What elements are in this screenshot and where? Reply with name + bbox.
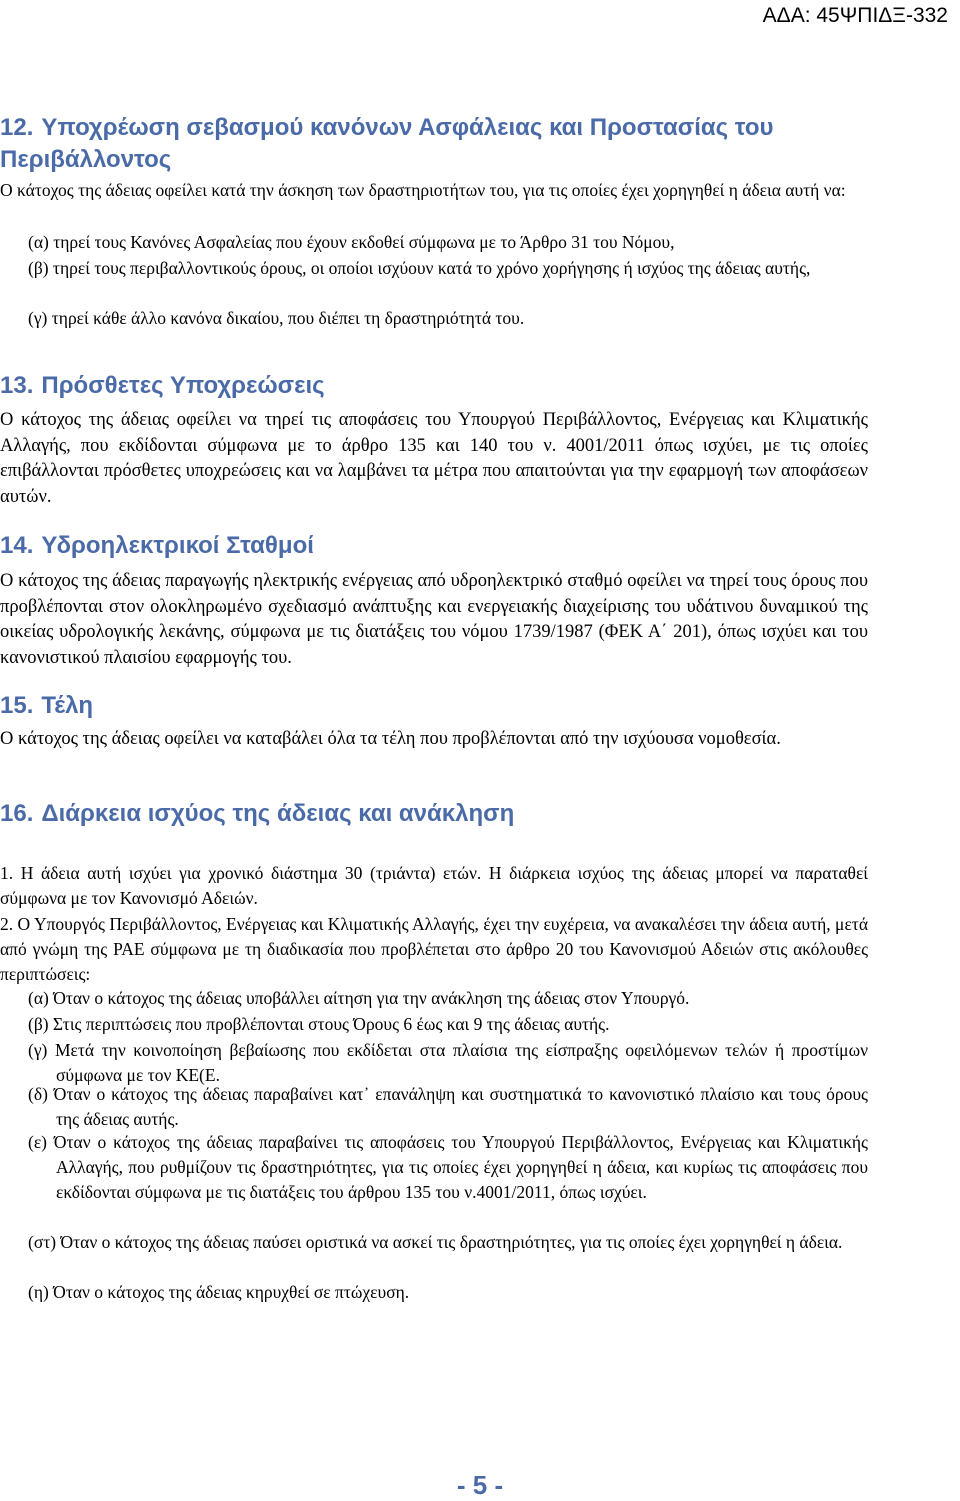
section-16-item-c: (γ) Μετά την κοινοποίηση βεβαίωσης που εκδίδεται στα πλαίσια της είσπραξης οφειλόμενων τελών ή προστίμων σύμφωνα με τον ΚΕ(Ε.	[28, 1040, 868, 1085]
section-12-item-b: (β) τηρεί τους περιβαλλοντικούς όρους, οι οποίοι ισχύουν κατά το χρόνο χορήγησης ή ισχύος της άδειας αυτής,	[28, 258, 811, 278]
section-15-body: Ο κάτοχος της άδειας οφείλει να καταβάλει όλα τα τέλη που προβλέπονται από την ισχύουσα νομοθεσία.	[0, 729, 781, 749]
section-12-intro: Ο κάτοχος της άδειας οφείλει κατά την άσκηση των δραστηριοτήτων του, για τις οποίες έχει χορηγηθεί η άδεια αυτή να:	[0, 180, 846, 200]
section-12-heading	[0, 112, 860, 176]
section-14-heading	[0, 530, 314, 562]
section-13-body: Ο κάτοχος της άδειας οφείλει να τηρεί τις αποφάσεις του Υπουργού Περιβάλλοντος, Ενέργειας και Κλιματικής Αλλαγής, που εκδίδονται σύμφωνα με το άρθρο 135 και 140 του ν. 4001/2011 όπως ισχύει, με τις οποίες επιβάλλονται πρόσθετες υποχρεώσεις και να λαμβάνει τα μέτρα που απαιτούνται για την εφαρμογή των αποφάσεων αυτών.	[0, 410, 868, 507]
section-13-heading	[0, 370, 325, 402]
section-13-title: Πρόσθετες Υποχρεώσεις	[41, 372, 325, 399]
section-16-item-a: (α) Όταν ο κάτοχος της άδειας υποβάλλει αίτηση για την ανάκληση της άδειας στον Υπουργό.	[28, 988, 690, 1008]
section-12-title: Υποχρέωση σεβασμού κανόνων Ασφάλειας και Προστασίας του Περιβάλλοντος	[0, 114, 774, 173]
section-15-heading	[0, 690, 93, 722]
section-16-paragraph-1: 1. Η άδεια αυτή ισχύει για χρονικό διάστημα 30 (τριάντα) ετών. Η διάρκεια ισχύος της άδειας μπορεί να παραταθεί σύμφωνα με τον Κανονισμό Αδειών.	[0, 863, 868, 908]
section-16-number: 16.	[0, 800, 34, 827]
section-13-number: 13.	[0, 372, 34, 399]
section-16-title: Διάρκεια ισχύος της άδειας και ανάκληση	[41, 800, 515, 827]
section-16-heading	[0, 798, 514, 830]
section-14-title: Υδροηλεκτρικοί Σταθμοί	[41, 532, 314, 559]
section-16-item-b: (β) Στις περιπτώσεις που προβλέπονται στους Όρους 6 έως και 9 της άδειας αυτής.	[28, 1014, 610, 1034]
section-12-number: 12.	[0, 114, 34, 141]
section-14-body: Ο κάτοχος της άδειας παραγωγής ηλεκτρικής ενέργειας από υδροηλεκτρικό σταθμό οφείλει να τηρεί τους όρους που προβλέπονται στον ολοκληρωμένο σχεδιασμό ανάπτυξης και ενεργειακής διαχείρισης του υδάτινου δυναμικού της οικείας υδρολογικής λεκάνης, σύμφωνα με τις διατάξεις του νόμου 1739/1987 (ΦΕΚ Α΄ 201), όπως ισχύει και του κανονιστικού πλαισίου εφαρμογής του.	[0, 571, 868, 668]
section-15-number: 15.	[0, 692, 34, 719]
section-16-item-e: (ε) Όταν ο κάτοχος της άδειας παραβαίνει τις αποφάσεις του Υπουργού Περιβάλλοντος, Ενέργειας και Κλιματικής Αλλαγής, που ρυθμίζουν τις δραστηριότητες, για τις οποίες έχει χορηγηθεί η άδεια, και κυρίως τις αποφάσεις που εκδίδονται σύμφωνα με τις διατάξεις του άρθρου 135 του ν.4001/2011, όπως ισχύει.	[28, 1132, 868, 1202]
section-15-title: Τέλη	[41, 692, 94, 719]
section-16-item-d: (δ) Όταν ο κάτοχος της άδειας παραβαίνει κατ᾽ επανάληψη και συστηματικά το κανονιστικό πλαίσιο και τους όρους της άδειας αυτής.	[28, 1084, 868, 1129]
document-code: ΑΔΑ: 45ΨΠΙΔΞ-332	[762, 4, 948, 27]
section-16-item-h: (η) Όταν ο κάτοχος της άδειας κηρυχθεί σε πτώχευση.	[28, 1282, 410, 1302]
section-16-paragraph-2: 2. Ο Υπουργός Περιβάλλοντος, Ενέργειας και Κλιματικής Αλλαγής, έχει την ευχέρεια, να ανακαλέσει την άδεια αυτή, μετά από γνώμη της ΡΑΕ σύμφωνα με τη διαδικασία που προβλέπεται στο άρθρο 20 του Κανονισμού Αδειών στις ακόλουθες περιπτώσεις:	[0, 914, 868, 984]
page-number: - 5 -	[456, 1470, 504, 1500]
section-16-item-st: (στ) Όταν ο κάτοχος της άδειας παύσει οριστικά να ασκεί τις δραστηριότητες, για τις οποίες έχει χορηγηθεί η άδεια.	[28, 1232, 843, 1252]
section-12-item-a: (α) τηρεί τους Κανόνες Ασφαλείας που έχουν εκδοθεί σύμφωνα με το Άρθρο 31 του Νόμου,	[28, 232, 675, 252]
section-12-item-c: (γ) τηρεί κάθε άλλο κανόνα δικαίου, που διέπει τη δραστηριότητά του.	[28, 308, 525, 328]
section-14-number: 14.	[0, 532, 34, 559]
